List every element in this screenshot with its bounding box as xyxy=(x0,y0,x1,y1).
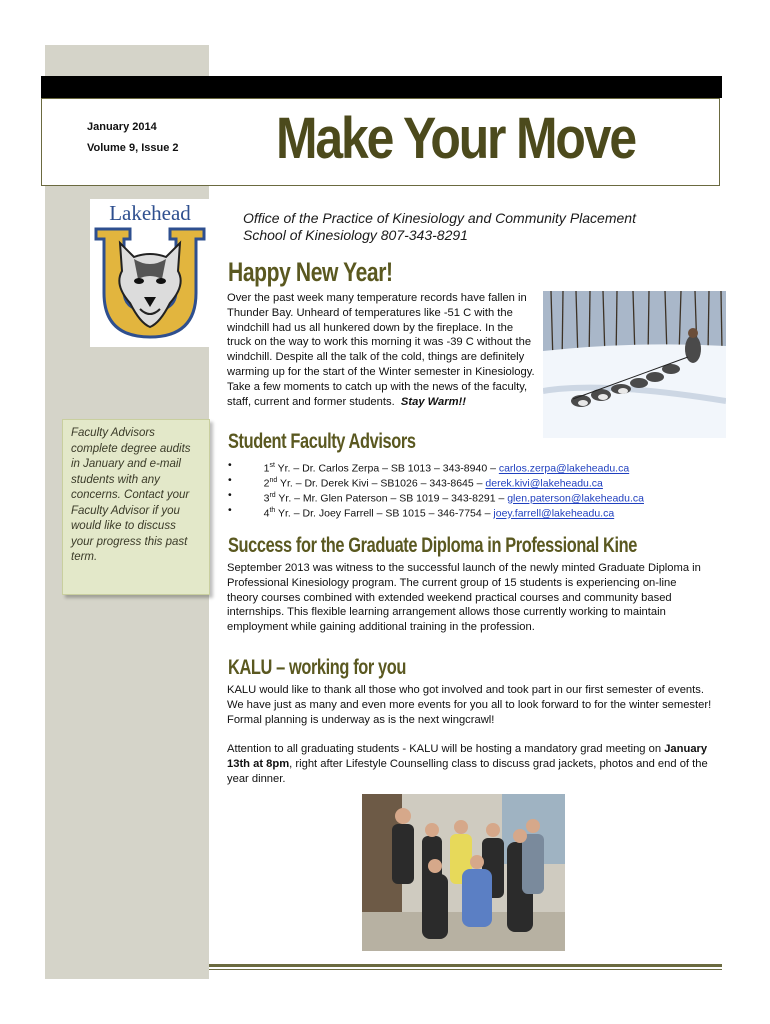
kalu-text-2: Attention to all graduating students - KALU will be hosting a mandatory grad meeting on January 13th at 8pm, right after Lifestyle Counselling class to discuss grad jackets, photos and end of the year dinner. xyxy=(227,743,708,785)
advisor-item: • 3rd Yr. – Mr. Glen Paterson – SB 1019 – 343-8291 – glen.paterson@lakeheadu.ca xyxy=(228,489,644,505)
svg-text:Lakehead: Lakehead xyxy=(109,201,191,225)
graduate-diploma-text: September 2013 was witness to the successful launch of the newly minted Graduate Diploma in Professional Kinesiology program. The current group of 15 students is experiencing on-line theory courses combined with extended weekend practical courses and community based internships. This flexible learning arrangement allows those currently working to maintain employment while gaining additional training in the profession. xyxy=(227,562,701,634)
kalu-text-1: KALU would like to thank all those who got involved and took part in our first semester of events. We have just as many and even more events for you all to look forward to for the winter semester! Formal planning is underway as is the next wingcrawl! xyxy=(227,684,712,726)
office-info xyxy=(243,210,636,244)
advisor-email-link[interactable]: glen.paterson@lakeheadu.ca xyxy=(507,492,644,505)
issue-volume: Volume 9, Issue 2 xyxy=(87,142,179,154)
advisor-note-box xyxy=(62,419,210,595)
advisor-list xyxy=(228,458,708,518)
footer-divider-thin xyxy=(209,969,722,970)
heading-student-faculty-advisors: Student Faculty Advisors xyxy=(228,430,416,453)
advisor-email-link[interactable]: joey.farrell@lakeheadu.ca xyxy=(493,507,615,520)
dogsled-photo xyxy=(543,291,726,438)
masthead xyxy=(41,98,720,186)
advisor-email-link[interactable]: derek.kivi@lakeheadu.ca xyxy=(485,477,603,490)
kalu-group-photo xyxy=(362,794,565,951)
heading-graduate-diploma: Success for the Graduate Diploma in Professional Kine xyxy=(228,534,637,557)
heading-kalu: KALU – working for you xyxy=(228,656,406,679)
newsletter-title: Make Your Move xyxy=(276,106,635,171)
advisor-email-link[interactable]: carlos.zerpa@lakeheadu.ca xyxy=(498,462,630,475)
stay-warm-text: Stay Warm!! xyxy=(400,395,466,408)
footer-divider xyxy=(209,964,722,967)
lakehead-logo xyxy=(90,199,210,347)
office-line-1: Office of the Practice of Kinesiology and Community Placement xyxy=(243,210,636,226)
heading-happy-new-year: Happy New Year! xyxy=(228,257,393,287)
advisor-item: • 1st Yr. – Dr. Carlos Zerpa – SB 1013 – 343-8940 – carlos.zerpa@lakeheadu.ca xyxy=(228,459,630,475)
grad-meeting-time: January 13th at 8pm xyxy=(227,743,708,770)
advisor-item: • 4th Yr. – Dr. Joey Farrell – SB 1015 – 346-7754 – joey.farrell@lakeheadu.ca xyxy=(228,504,615,520)
issue-date: January 2014 xyxy=(87,121,157,133)
happy-new-year-text xyxy=(227,291,535,409)
masthead-bar xyxy=(41,76,722,98)
advisor-note-text: Faculty Advisors complete degree audits in January and e-mail students with any concerns. Contact your Faculty Advisor if you would like to discuss your progress this past term. xyxy=(71,427,191,563)
happy-new-year-body: Over the past week many temperature records have fallen in Thunder Bay. Unheard of temperatures like -51 C with the windchill had us all hunkered down by the fireplace. In the truck on the way to work this morning it was -39 C without the windchill. Despite all the talk of the cold, things are definitely warming up for the start of the Winter semester in Kinesiology. Take a few moments to catch up with the news of the faculty, staff, current and former students. xyxy=(227,292,535,408)
office-line-2: School of Kinesiology 807-343-8291 xyxy=(243,227,468,243)
advisor-item: • 2nd Yr. – Dr. Derek Kivi – SB1026 – 343-8645 – derek.kivi@lakeheadu.ca xyxy=(228,474,603,490)
